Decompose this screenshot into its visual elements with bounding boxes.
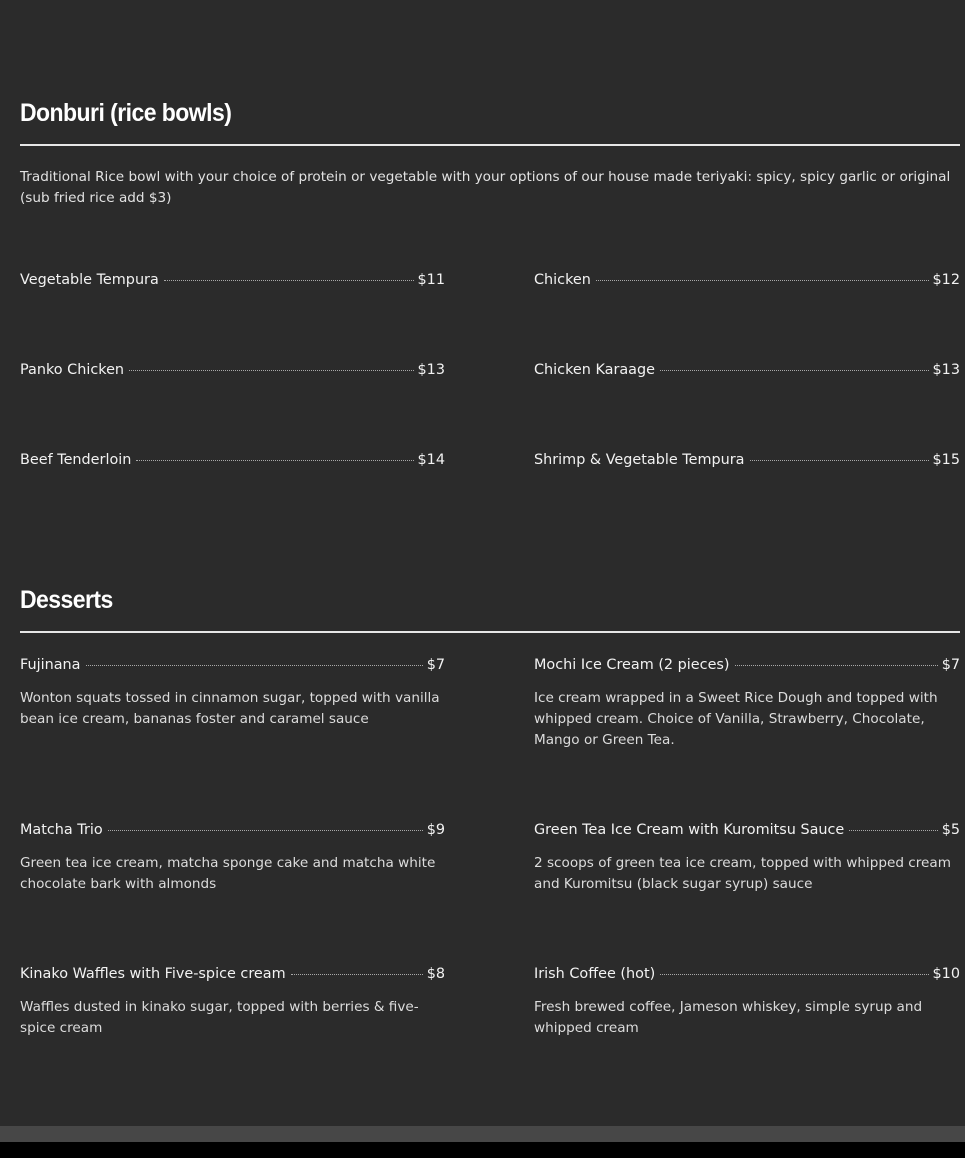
footer-bar: [0, 1126, 965, 1142]
menu-item-green-tea-ice-cream: [534, 820, 960, 840]
desserts-divider: [20, 631, 960, 633]
menu-item-panko-chicken: [20, 360, 445, 380]
menu-item-chicken: [534, 270, 960, 290]
menu-item-price: $9: [426, 822, 445, 838]
dot-leader: [291, 974, 423, 975]
dot-leader: [164, 280, 414, 281]
dot-leader: [129, 370, 413, 371]
menu-item-shrimp-vegetable-tempura: [534, 450, 960, 470]
menu-item-kinako-waffles: [20, 964, 445, 984]
menu-item-name: Panko Chicken: [20, 362, 125, 378]
menu-item-irish-coffee: [534, 964, 960, 984]
menu-item-chicken-karaage: [534, 360, 960, 380]
menu-item-price: $14: [417, 452, 445, 468]
donburi-divider: [20, 144, 960, 146]
dot-leader: [108, 830, 423, 831]
dot-leader: [735, 665, 938, 666]
menu-item-beef-tenderloin: [20, 450, 445, 470]
menu-item-name: Vegetable Tempura: [20, 272, 159, 288]
menu-item-vegetable-tempura: [20, 270, 445, 290]
menu-item-price: $7: [941, 657, 960, 673]
menu-item-price: $11: [417, 272, 445, 288]
menu-item-description: Fresh brewed coffee, Jameson whiskey, simple syrup and whipped cream: [534, 999, 923, 1036]
menu-item-mochi-ice-cream: [534, 655, 960, 675]
menu-item-matcha-trio: [20, 820, 445, 840]
menu-item-name: Irish Coffee (hot): [534, 966, 656, 982]
menu-item-price: $10: [932, 966, 960, 982]
donburi-intro: Traditional Rice bowl with your choice of protein or vegetable with your options of our house made teriyaki: spicy, spicy garlic or original (sub fried rice add $3): [20, 169, 951, 206]
donburi-section-title: Donburi (rice bowls): [20, 99, 232, 127]
menu-item-description: Wonton squats tossed in cinnamon sugar, topped with vanilla bean ice cream, bananas foster and caramel sauce: [20, 690, 440, 727]
menu-item-price: $12: [932, 272, 960, 288]
dot-leader: [86, 665, 423, 666]
menu-item-name: Mochi Ice Cream (2 pieces): [534, 657, 730, 673]
menu-item-description: Waffles dusted in kinako sugar, topped with berries & five-spice cream: [20, 999, 419, 1036]
dot-leader: [849, 830, 937, 831]
menu-item-name: Shrimp & Vegetable Tempura: [534, 452, 745, 468]
menu-item-name: Matcha Trio: [20, 822, 103, 838]
menu-item-fujinana: [20, 655, 445, 675]
dot-leader: [750, 460, 929, 461]
menu-item-price: $8: [426, 966, 445, 982]
dot-leader: [136, 460, 413, 461]
menu-item-price: $13: [932, 362, 960, 378]
dot-leader: [660, 974, 928, 975]
menu-item-description: 2 scoops of green tea ice cream, topped with whipped cream and Kuromitsu (black sugar syrup) sauce: [534, 855, 951, 892]
desserts-section-title: Desserts: [20, 586, 113, 614]
menu-item-name: Green Tea Ice Cream with Kuromitsu Sauce: [534, 822, 845, 838]
menu-item-description: Ice cream wrapped in a Sweet Rice Dough and topped with whipped cream. Choice of Vanilla, Strawberry, Chocolate, Mango or Green Tea.: [534, 690, 938, 748]
dot-leader: [596, 280, 929, 281]
menu-item-price: $13: [417, 362, 445, 378]
menu-item-price: $15: [932, 452, 960, 468]
menu-item-description: Green tea ice cream, matcha sponge cake and matcha white chocolate bark with almonds: [20, 855, 436, 892]
menu-item-name: Beef Tenderloin: [20, 452, 132, 468]
menu-item-price: $7: [426, 657, 445, 673]
menu-item-name: Chicken Karaage: [534, 362, 655, 378]
dot-leader: [660, 370, 929, 371]
menu-item-name: Chicken: [534, 272, 591, 288]
menu-item-name: Fujinana: [20, 657, 81, 673]
footer-strip: [0, 1142, 965, 1158]
menu-item-name: Kinako Waffles with Five-spice cream: [20, 966, 286, 982]
menu-item-price: $5: [941, 822, 960, 838]
